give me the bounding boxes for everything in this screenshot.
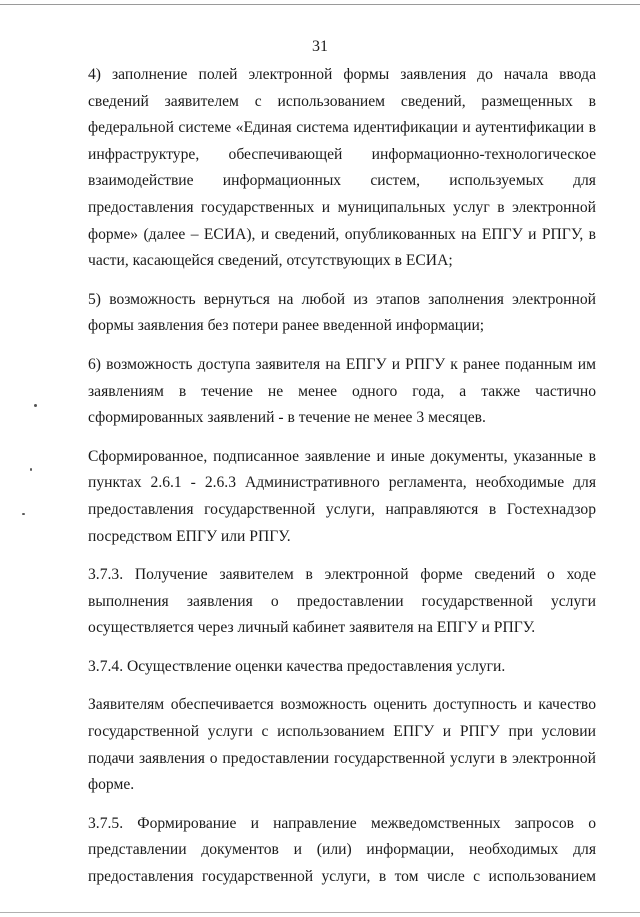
- paragraph-formed-application: Сформированное, подписанное заявление и иные документы, указанные в пунктах 2.6.1 - 2.6.3 Административного регламента, необходимые для предоставления государственной услуги, направляются в Гостехнадзор посредством ЕПГУ или РПГУ.: [88, 447, 596, 545]
- paragraph-section-3-7-3: 3.7.3. Получение заявителем в электронной форме сведений о ходе выполнения заявления о предоставлении государственной услуги осуществляется через личный кабинет заявителя на ЕПГУ и РПГУ.: [88, 566, 596, 637]
- paragraph-quality-assessment: Заявителям обеспечивается возможность оценить доступность и качество государственной услуги с использованием ЕПГУ и РПГУ при условии подачи заявления о предоставлении государственной услуги в электронной форме.: [88, 696, 596, 794]
- paragraph-item-5: 5) возможность вернуться на любой из этапов заполнения электронной формы заявления без потери ранее введенной информации;: [88, 290, 596, 335]
- paragraph-section-3-7-5: 3.7.5. Формирование и направление межведомственных запросов о представлении документов и (или) информации, необходимых для предоставления государственной услуги, в том числе с использованием: [88, 814, 596, 886]
- paragraph-item-4: 4) заполнение полей электронной формы заявления до начала ввода сведений заявителем с использованием сведений, размещенных в федеральной системе «Единая система идентификации и аутентификации в инфраструктуре, обеспечивающей информационно-технологическое взаимодействие информационных систем, используемых для предоставления государственных и муниципальных услуг в электронной форме» (далее – ЕСИА), и сведений, опубликованных на ЕПГУ и РПГУ, в части, касающейся сведений, отсутствующих в ЕСИА;: [88, 66, 596, 270]
- paragraph-section-3-7-4: 3.7.4. Осуществление оценки качества предоставления услуги.: [88, 657, 506, 675]
- paragraph-item-6: 6) возможность доступа заявителя на ЕПГУ и РПГУ к ранее поданным им заявлениям в течение не менее одного года, а также частично сформированных заявлений - в течение не менее 3 месяцев.: [88, 355, 596, 427]
- scan-speck: [22, 513, 25, 515]
- page-number: 31: [312, 38, 328, 55]
- bottom-edge-rule: [0, 912, 640, 913]
- document-body: [88, 62, 596, 891]
- scan-speck: [34, 404, 37, 407]
- scan-speck: [30, 468, 32, 471]
- top-edge-rule: [0, 4, 640, 5]
